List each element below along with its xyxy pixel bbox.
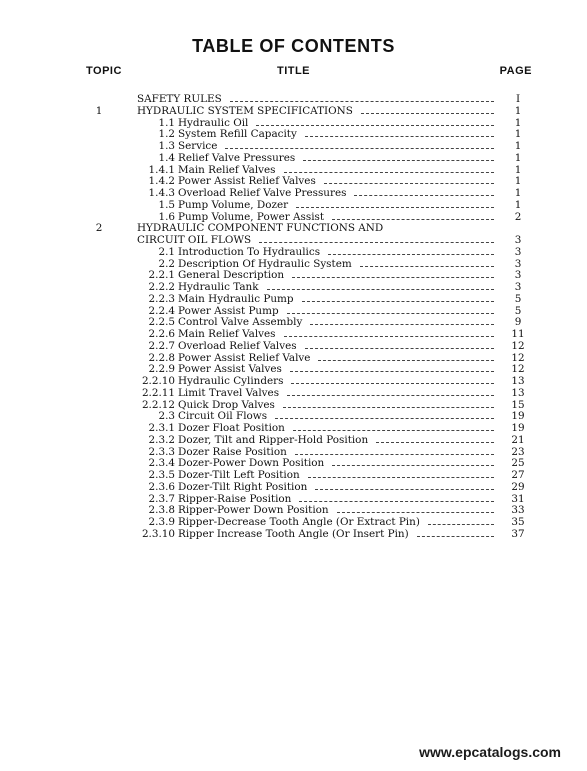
- toc-page-number: I: [515, 93, 521, 105]
- toc-entry: [0, 246, 587, 258]
- toc-entry: [0, 516, 587, 528]
- toc-page-number: 19: [511, 422, 525, 434]
- toc-entry: [0, 269, 587, 281]
- title-column-header: TITLE: [276, 65, 311, 77]
- toc-dot-leader: [305, 347, 494, 349]
- toc-entry: [0, 93, 587, 105]
- toc-dot-leader: [354, 194, 494, 196]
- toc-page-number: 23: [511, 445, 525, 458]
- toc-dot-leader: [428, 523, 494, 525]
- toc-dot-leader: [315, 488, 494, 490]
- toc-section-number: 2.2.8: [148, 351, 175, 364]
- toc-page-number: 1: [514, 198, 522, 211]
- toc-entry: [0, 105, 587, 117]
- toc-page-number: 1: [514, 116, 522, 129]
- toc-entry: [0, 281, 587, 293]
- toc-section-number: 1.5: [158, 198, 175, 211]
- toc-entry-title: HYDRAULIC SYSTEM SPECIFICATIONS: [137, 104, 353, 117]
- toc-entry-title: Dozer-Tilt Right Position: [178, 480, 308, 493]
- toc-section-number: 1.2: [158, 128, 175, 141]
- toc-dot-leader: [332, 464, 494, 466]
- toc-topic-number: 2: [95, 222, 103, 235]
- toc-dot-leader: [324, 182, 494, 184]
- toc-entry: [0, 234, 587, 246]
- toc-page-number: 3: [514, 257, 522, 270]
- toc-entry-title: SAFETY RULES: [137, 93, 222, 105]
- toc-entry-title: Overload Relief Valves: [178, 339, 297, 352]
- toc-section-number: 2.3.9: [148, 516, 175, 528]
- toc-section-number: 2.3.10: [141, 527, 175, 540]
- toc-entry-title: Introduction To Hydraulics: [178, 245, 321, 258]
- toc-section-number: 2.2.12: [141, 398, 175, 411]
- toc-entry-title: Dozer Float Position: [178, 422, 285, 434]
- toc-section-number: 1.3: [158, 140, 175, 152]
- toc-entry: [0, 352, 587, 364]
- toc-dot-leader: [284, 171, 494, 173]
- toc-page-number: 29: [511, 480, 525, 493]
- toc-entry: [0, 222, 587, 234]
- toc-page-number: 1: [514, 128, 522, 141]
- toc-dot-leader: [417, 535, 494, 537]
- toc-page-number: 15: [511, 398, 525, 411]
- toc-entry: [0, 316, 587, 328]
- toc-section-number: 2.2.1: [148, 269, 175, 282]
- toc-entry: [0, 528, 587, 540]
- toc-entry-title: Dozer Raise Position: [178, 445, 287, 458]
- toc-entry: [0, 469, 587, 481]
- toc-dot-leader: [256, 124, 494, 126]
- toc-entry-title: Control Valve Assembly: [178, 316, 303, 329]
- toc-dot-leader: [287, 312, 494, 314]
- toc-entry: [0, 363, 587, 375]
- toc-dot-leader: [230, 100, 494, 102]
- toc-page-number: 5: [514, 292, 522, 305]
- toc-entry: [0, 140, 587, 152]
- toc-entry-title: Hydraulic Cylinders: [178, 375, 284, 387]
- toc-entry: [0, 258, 587, 270]
- toc-entry-title: Limit Travel Valves: [178, 386, 280, 399]
- toc-page-number: 25: [511, 457, 525, 470]
- toc-entry: [0, 199, 587, 211]
- toc-entry-title: Ripper Increase Tooth Angle (Or Insert Pin): [178, 527, 409, 540]
- toc-entry-title: Hydraulic Oil: [178, 116, 249, 129]
- toc-page-number: 1: [514, 104, 522, 117]
- toc-section-number: 2.3.4: [148, 457, 175, 470]
- toc-section-number: 2.2.9: [148, 363, 175, 376]
- toc-dot-leader: [290, 370, 494, 372]
- toc-section-number: 1.4.3: [148, 187, 175, 199]
- toc-dot-leader: [361, 112, 494, 114]
- toc-page-number: 3: [514, 234, 522, 246]
- toc-entry: [0, 457, 587, 469]
- toc-section-number: 2.3.2: [148, 433, 175, 446]
- toc-section-number: 2.2.3: [148, 292, 175, 305]
- toc-entry-title: Dozer-Power Down Position: [178, 457, 325, 470]
- toc-entry-title: Service: [178, 140, 218, 152]
- toc-entry-title: Main Relief Valves: [178, 163, 276, 176]
- toc-entry-title: Pump Volume, Dozer: [178, 198, 289, 211]
- toc-section-number: 2.2.2: [148, 281, 175, 293]
- toc-section-number: 2.3.7: [148, 492, 175, 505]
- toc-page-number: 12: [511, 351, 525, 364]
- toc-section-number: 1.4.2: [148, 175, 175, 188]
- toc-entry-title: Power Assist Pump: [178, 304, 279, 317]
- toc-entry-title: Description Of Hydraulic System: [178, 257, 352, 270]
- toc-topic-number: 1: [95, 104, 103, 117]
- toc-page-number: 1: [514, 175, 522, 188]
- toc-page-number: 31: [511, 492, 525, 505]
- toc-entry: [0, 152, 587, 164]
- toc-dot-leader: [259, 241, 494, 243]
- toc-dot-leader: [296, 206, 494, 208]
- toc-dot-leader: [360, 265, 494, 267]
- toc-dot-leader: [299, 500, 494, 502]
- toc-dot-leader: [376, 441, 494, 443]
- toc-page-number: 1: [514, 187, 522, 199]
- toc-dot-leader: [225, 147, 494, 149]
- toc-section-number: 2.1: [158, 245, 175, 258]
- toc-entry: [0, 305, 587, 317]
- page-column-header: PAGE: [499, 65, 532, 77]
- toc-entry-title: Overload Relief Valve Pressures: [178, 187, 347, 199]
- toc-entry: [0, 387, 587, 399]
- toc-entry: [0, 422, 587, 434]
- toc-entry: [0, 293, 587, 305]
- toc-entry: [0, 434, 587, 446]
- toc-section-number: 1.1: [158, 116, 175, 129]
- toc-page-number: 3: [514, 269, 522, 282]
- toc-entry: [0, 175, 587, 187]
- toc-entry: [0, 187, 587, 199]
- toc-page-number: 5: [514, 304, 522, 317]
- toc-entry: [0, 493, 587, 505]
- toc-entry-title: System Refill Capacity: [178, 128, 297, 141]
- toc-page-number: 11: [511, 328, 525, 340]
- toc-section-number: 2.2.11: [141, 386, 175, 399]
- toc-entry: [0, 128, 587, 140]
- toc-page-number: 19: [511, 410, 525, 423]
- toc-entry: [0, 399, 587, 411]
- toc-page-number: 13: [511, 375, 525, 387]
- toc-entry-title: Main Hydraulic Pump: [178, 292, 294, 305]
- toc-page-number: 37: [511, 527, 525, 540]
- toc-dot-leader: [267, 288, 494, 290]
- toc-entry-title: Quick Drop Valves: [178, 398, 275, 411]
- toc-section-number: 2.2.7: [148, 339, 175, 352]
- toc-page-number: 12: [511, 363, 525, 376]
- toc-section-number: 2.2.10: [141, 375, 175, 387]
- toc-section-number: 2.2: [158, 257, 175, 270]
- toc-section-number: 2.3.3: [148, 445, 175, 458]
- toc-dot-leader: [308, 476, 494, 478]
- toc-page-number: 1: [514, 163, 522, 176]
- toc-dot-leader: [328, 253, 494, 255]
- toc-entry: [0, 117, 587, 129]
- toc-entry-title: Pump Volume, Power Assist: [178, 210, 325, 223]
- toc-section-number: 2.3: [158, 410, 175, 423]
- toc-entry: [0, 410, 587, 422]
- toc-dot-leader: [318, 359, 494, 361]
- toc-entry: [0, 375, 587, 387]
- toc-entry-title: Dozer-Tilt Left Position: [178, 469, 300, 481]
- toc-dot-leader: [283, 406, 494, 408]
- toc-entry-title: Hydraulic Tank: [178, 281, 259, 293]
- toc-entry-title: Ripper-Decrease Tooth Angle (Or Extract Pin): [178, 516, 420, 528]
- toc-entry-title: General Description: [178, 269, 285, 282]
- toc-entry: [0, 164, 587, 176]
- toc-dot-leader: [303, 159, 494, 161]
- toc-entry: [0, 446, 587, 458]
- toc-entry: [0, 340, 587, 352]
- toc-entry: [0, 504, 587, 516]
- toc-page-number: 27: [511, 469, 525, 481]
- toc-entry-title: Relief Valve Pressures: [178, 151, 296, 164]
- toc-entry-title: Power Assist Relief Valve: [178, 351, 311, 364]
- toc-section-number: 1.4.1: [148, 163, 175, 176]
- footer-watermark: www.epcatalogs.com: [419, 744, 561, 760]
- page-title: TABLE OF CONTENTS: [192, 36, 395, 56]
- toc-page-number: 3: [514, 245, 522, 258]
- toc-dot-leader: [337, 511, 494, 513]
- toc-dot-leader: [310, 323, 494, 325]
- toc-dot-leader: [284, 335, 494, 337]
- toc-entry-title: Main Relief Valves: [178, 328, 276, 340]
- toc-page-number: 1: [514, 140, 522, 152]
- toc-page-number: 2: [514, 210, 522, 223]
- toc-section-number: 2.3.5: [148, 469, 175, 481]
- toc-entry-title: Dozer, Tilt and Ripper-Hold Position: [178, 433, 369, 446]
- toc-section-number: 1.4: [158, 151, 175, 164]
- toc-entry-title: CIRCUIT OIL FLOWS: [137, 234, 252, 246]
- toc-entry-title: Circuit Oil Flows: [178, 410, 268, 423]
- toc-page-number: 21: [511, 433, 525, 446]
- toc-entry-title: Ripper-Raise Position: [178, 492, 292, 505]
- toc-entry-title: Power Assist Relief Valves: [178, 175, 316, 188]
- toc-entry-title: Power Assist Valves: [178, 363, 282, 376]
- topic-column-header: TOPIC: [86, 65, 122, 77]
- toc-section-number: 2.3.6: [148, 480, 175, 493]
- toc-page-number: 12: [511, 339, 525, 352]
- toc-page-number: 9: [514, 316, 522, 329]
- toc-dot-leader: [293, 429, 494, 431]
- toc-dot-leader: [295, 453, 494, 455]
- toc-section-number: 2.2.6: [148, 328, 175, 340]
- toc-entry-title: HYDRAULIC COMPONENT FUNCTIONS AND: [137, 222, 384, 235]
- toc-dot-leader: [332, 218, 494, 220]
- toc-section-number: 2.2.4: [148, 304, 175, 317]
- toc-dot-leader: [292, 276, 494, 278]
- toc-dot-leader: [287, 394, 494, 396]
- toc-dot-leader: [305, 135, 494, 137]
- toc-entry: [0, 328, 587, 340]
- toc-section-number: 2.3.8: [148, 504, 175, 517]
- toc-entry: [0, 211, 587, 223]
- toc-page-number: 3: [514, 281, 522, 293]
- toc-section-number: 2.3.1: [148, 422, 175, 434]
- toc-page-number: 33: [511, 504, 525, 517]
- toc-section-number: 2.2.5: [148, 316, 175, 329]
- toc-entry: [0, 481, 587, 493]
- toc-page-number: 1: [514, 151, 522, 164]
- toc-section-number: 1.6: [158, 210, 175, 223]
- toc-page-number: 13: [511, 386, 525, 399]
- toc-dot-leader: [302, 300, 494, 302]
- toc-dot-leader: [291, 382, 494, 384]
- toc-page-number: 35: [511, 516, 525, 528]
- toc-dot-leader: [275, 417, 494, 419]
- toc-entry-title: Ripper-Power Down Position: [178, 504, 329, 517]
